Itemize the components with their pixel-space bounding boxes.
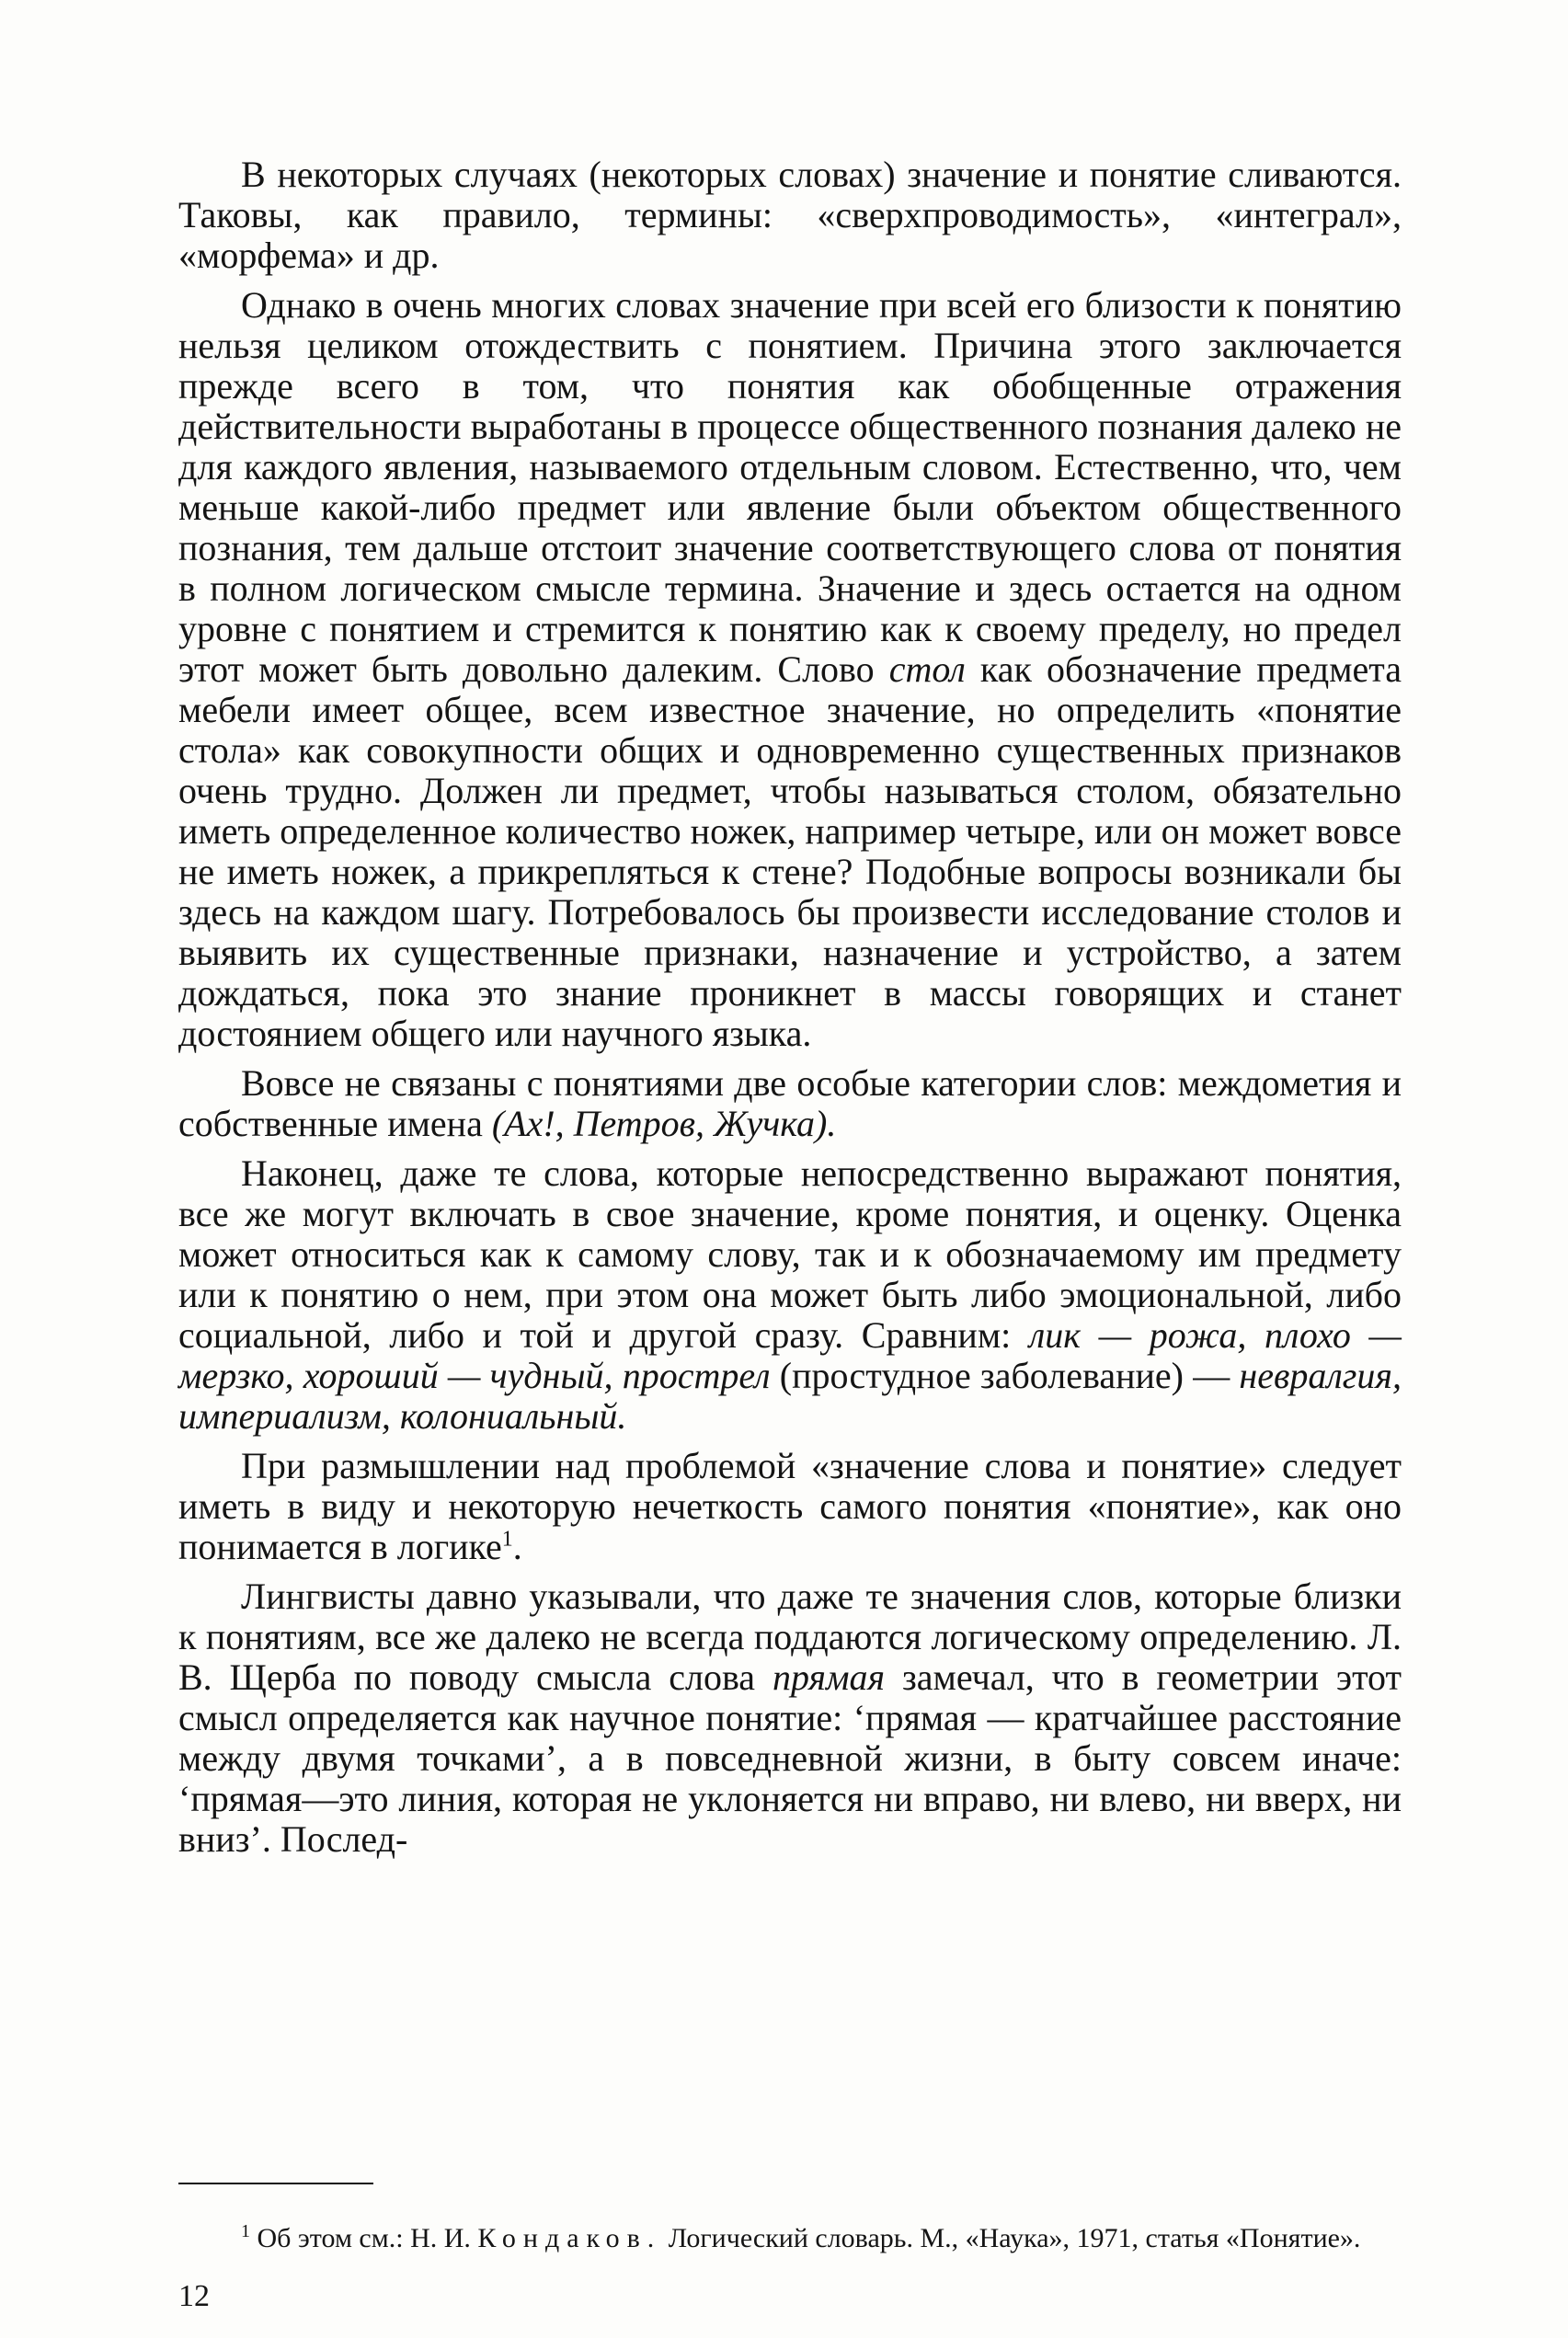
paragraph-6 <box>178 1576 1402 1860</box>
footnote-divider <box>178 2183 373 2184</box>
footnote-text-b: Логический словарь. М., «Наука», 1971, статья «Понятие». <box>661 2223 1361 2253</box>
paragraph-1-text: В некоторых случаях (некоторых словах) значение и понятие сливаются. Таковы, как правило, термины: «сверхпроводимость», «интеграл», «морфема» и др. <box>178 154 1402 276</box>
paragraph-4-italic-2: невралгия, империализм, колониальный. <box>178 1355 1402 1437</box>
paragraph-2-italic: стол <box>888 648 966 690</box>
paragraph-4 <box>178 1153 1402 1437</box>
paragraph-4-text-a: Наконец, даже те слова, которые непосредственно выражают понятия, все же могут включать в свое значение, кроме понятия, и оценку. Оценка может относиться как к самому слову, так и к обозначаемому им предмету или к понятию о нем, при этом она может быть либо эмоциональной, либо социальной, либо и той и другой сразу. Сравним: <box>178 1152 1402 1356</box>
footnote <box>178 2215 1402 2255</box>
paragraph-3-italic: (Ах!, Петров, Жучка). <box>491 1103 837 1144</box>
footnote-text-a: Об этом см.: Н. И. <box>250 2223 478 2253</box>
paragraph-2-text-a: Однако в очень многих словах значение при всей его близости к понятию нельзя целиком отождествить с понятием. Причина этого заключается прежде всего в том, что понятия как обобщенные отражения действительности выработаны в процессе общественного познания далеко не для каждого явления, называемого отдельным словом. Естественно, что, чем меньше какой-либо предмет или явление были объектом общественного познания, тем дальше отстоит значение соответствующего слова от понятия в полном логическом смысле термина. Значение и здесь остается на одном уровне с понятием и стремится к понятию как к своему пределу, но предел этот может быть довольно далеким. Слово <box>178 284 1402 690</box>
paragraph-5-text-a: При размышлении над проблемой «значение слова и понятие» следует иметь в виду и некоторую нечеткость самого понятия «понятие», как оно понимается в логике <box>178 1445 1402 1567</box>
paragraph-5 <box>178 1446 1402 1567</box>
body-text <box>178 155 1402 1869</box>
paragraph-6-italic: прямая <box>772 1656 886 1698</box>
paragraph-3-text: Вовсе не связаны с понятиями две особые категории слов: междометия и собственные имена <box>178 1062 1402 1144</box>
footnote-marker: 1 <box>241 2221 250 2241</box>
page-number: 12 <box>178 2279 210 2313</box>
footnote-author: Кондаков. <box>477 2223 662 2253</box>
paragraph-4-italic-1: лик — рожа, плохо — мерзко, хороший — чудный, прострел <box>178 1314 1402 1396</box>
paragraph-4-text-b: (простудное заболевание) — <box>770 1355 1240 1396</box>
paragraph-5-text-b: . <box>512 1526 522 1567</box>
paragraph-2-text-b: как обозначение предмета мебели имеет общее, всем известное значение, но определить «понятие стола» как совокупности общих и одновременно существенных признаков очень трудно. Должен ли предмет, чтобы называться столом, обязательно иметь определенное количество ножек, например четыре, или он может вовсе не иметь ножек, а прикрепляться к стене? Подобные вопросы возникали бы здесь на каждом шагу. Потребовалось бы произвести исследование столов и выявить их существенные признаки, назначение и устройство, а затем дождаться, пока это знание проникнет в массы говорящих и станет достоянием общего или научного языка. <box>178 648 1402 1054</box>
paragraph-3 <box>178 1063 1402 1144</box>
paragraph-6-text-a: Лингвисты давно указывали, что даже те значения слов, которые близки к понятиям, все же далеко не всегда поддаются логическому определению. Л. В. Щерба по поводу смысла слова <box>178 1576 1402 1698</box>
footnote-reference[interactable]: 1 <box>501 1527 513 1552</box>
paragraph-6-text-b: замечал, что в геометрии этот смысл определяется как научное понятие: ‘прямая — кратчайшее расстояние между двумя точками’, а в повседневной жизни, в быту совсем иначе: ‘прямая—это линия, которая не уклоняется ни вправо, ни влево, ни вверх, ни вниз’. Послед- <box>178 1656 1402 1860</box>
paragraph-2 <box>178 285 1402 1054</box>
paragraph-1 <box>178 155 1402 276</box>
